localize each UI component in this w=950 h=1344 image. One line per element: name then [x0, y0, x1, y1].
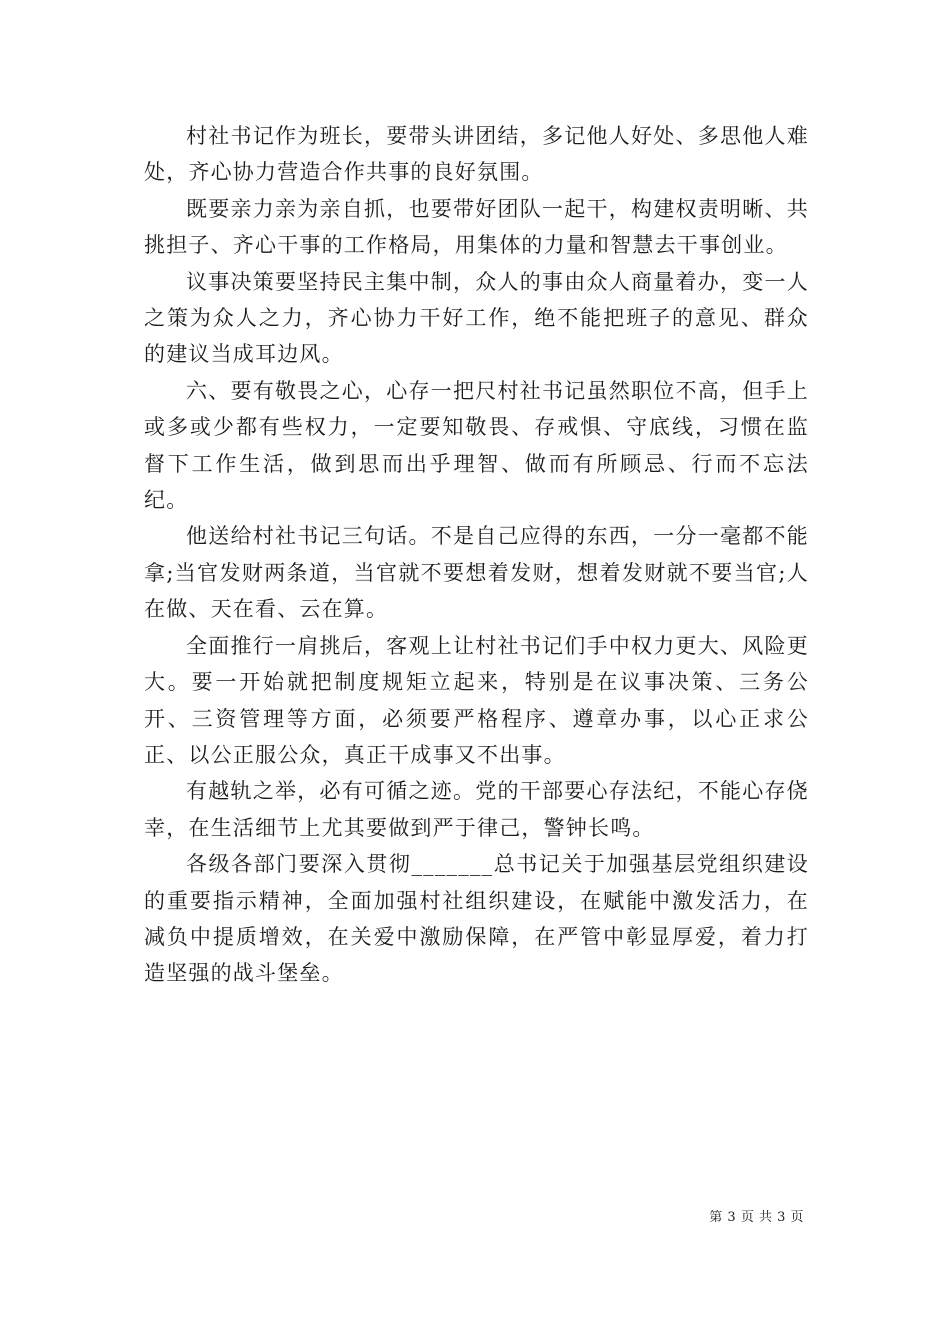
paragraph: 六、要有敬畏之心，心存一把尺村社书记虽然职位不高，但手上或多或少都有些权力，一定要知敬畏、存戒惧、守底线，习惯在监督下工作生活，做到思而出乎理智、做而有所顾忌、行而不忘法纪。 — [144, 378, 809, 513]
document-body — [144, 118, 809, 992]
paragraph: 他送给村社书记三句话。不是自己应得的东西，一分一毫都不能拿;当官发财两条道，当官就不要想着发财，想着发财就不要当官;人在做、天在看、云在算。 — [144, 524, 809, 622]
paragraph: 有越轨之举，必有可循之迹。党的干部要心存法纪，不能心存侥幸，在生活细节上尤其要做到严于律己，警钟长鸣。 — [144, 779, 809, 840]
paragraph: 各级各部门要深入贯彻_______总书记关于加强基层党组织建设的重要指示精神，全面加强村社组织建设，在赋能中激发活力，在减负中提质增效，在关爱中激励保障，在严管中彰显厚爱，着力打造坚强的战斗堡垒。 — [144, 852, 809, 986]
paragraph: 既要亲力亲为亲自抓，也要带好团队一起干，构建权责明晰、共挑担子、齐心干事的工作格局，用集体的力量和智慧去干事创业。 — [144, 196, 809, 258]
paragraph: 议事决策要坚持民主集中制，众人的事由众人商量着办，变一人之策为众人之力，齐心协力干好工作，绝不能把班子的意见、群众的建议当成耳边风。 — [144, 269, 809, 367]
paragraph: 村社书记作为班长，要带头讲团结，多记他人好处、多思他人难处，齐心协力营造合作共事的良好氛围。 — [144, 124, 809, 185]
page-number-footer: 第 3 页 共 3 页 — [709, 1210, 804, 1225]
paragraph: 全面推行一肩挑后，客观上让村社书记们手中权力更大、风险更大。要一开始就把制度规矩立起来，特别是在议事决策、三务公开、三资管理等方面，必须要严格程序、遵章办事，以心正求公正、以公正服公众，真正干成事又不出事。 — [144, 633, 809, 767]
